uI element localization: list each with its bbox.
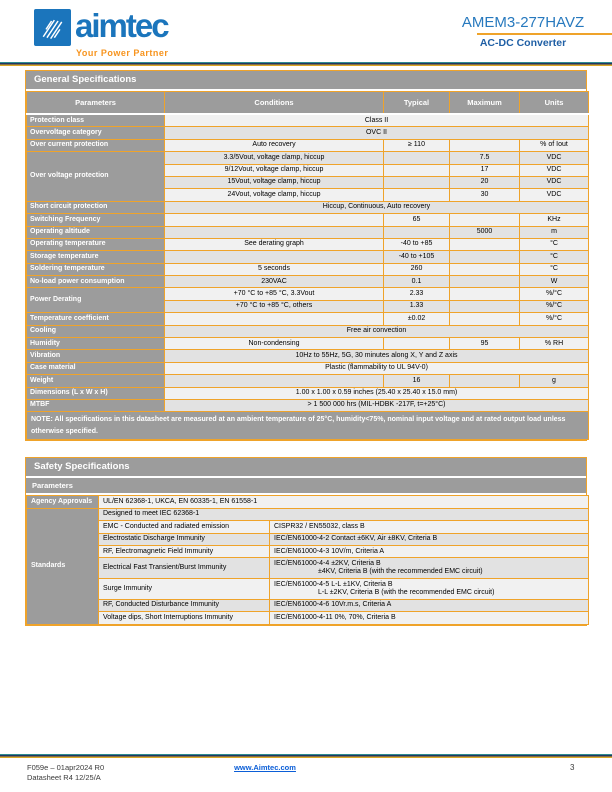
spec-cell	[165, 251, 384, 263]
spec-cell: 1.33	[384, 300, 450, 312]
spec-cell: ≥ 110	[384, 139, 450, 151]
table-spacer	[25, 441, 587, 457]
spec-cell: +70 °C to +85 °C, 3.3Vout	[165, 288, 384, 300]
spec-cell: UL/EN 62368-1, UKCA, EN 60335-1, EN 61558-1	[99, 496, 589, 508]
document-title-block	[442, 14, 612, 49]
table-row	[27, 362, 589, 374]
brand-logo	[34, 9, 168, 58]
spec-cell: IEC/EN61000-4-5 L-L ±1KV, Criteria B L-L ±2KV, Criteria B (with the recommended EMC circuit)	[270, 579, 589, 600]
spec-cell: 95	[450, 338, 520, 350]
table-row	[27, 325, 589, 337]
general-specs-title: General Specifications	[26, 71, 586, 89]
spec-cell: %/°C	[520, 313, 589, 325]
spec-cell: % of Iout	[520, 139, 589, 151]
spec-cell: °C	[520, 263, 589, 275]
table-row	[27, 214, 589, 226]
spec-cell: CISPR32 / EN55032, class B	[270, 521, 589, 533]
spec-cell	[384, 338, 450, 350]
spec-cell: Surge Immunity	[99, 579, 270, 600]
spec-cell: 7.5	[450, 152, 520, 164]
spec-cell	[384, 152, 450, 164]
spec-cell: IEC/EN61000-4-6 10Vr.m.s, Criteria A	[270, 599, 589, 611]
table-row	[27, 288, 589, 300]
brand-tagline: Your Power Partner	[76, 48, 169, 58]
row-label: Vibration	[27, 350, 165, 362]
spec-cell: 5 seconds	[165, 263, 384, 275]
row-label: Protection class	[27, 114, 165, 127]
note-row: NOTE: All specifications in this datasheet are measured at an ambient temperature of 25°C, humidity<75%, nominal input voltage and at rated output load unless otherwise specified.	[27, 412, 589, 440]
spec-cell: 16	[384, 375, 450, 387]
footer-datasheet-rev: Datasheet R4 12/25/A	[27, 773, 101, 783]
spec-cell: IEC/EN61000-4-4 ±2KV, Criteria B ±4KV, Criteria B (with the recommended EMC circuit)	[270, 558, 589, 579]
table-row	[27, 546, 589, 558]
table-row	[27, 508, 589, 520]
spec-cell: 65	[384, 214, 450, 226]
spec-cell: ±0.02	[384, 313, 450, 325]
spec-cell	[450, 263, 520, 275]
website-link[interactable]: www.Aimtec.com	[234, 763, 296, 772]
spec-cell	[165, 214, 384, 226]
spec-cell: RF, Electromagnetic Field Immunity	[99, 546, 270, 558]
spec-cell: 3.3/5Vout, voltage clamp, hiccup	[165, 152, 384, 164]
spec-cell	[450, 238, 520, 250]
spec-cell: g	[520, 375, 589, 387]
table-row	[27, 496, 589, 508]
brand-wordmark: aimtec	[75, 7, 168, 44]
row-label: Operating temperature	[27, 238, 165, 250]
table-row	[27, 139, 589, 151]
spec-cell: EMC - Conducted and radiated emission	[99, 521, 270, 533]
spec-cell	[384, 226, 450, 238]
table-row	[27, 201, 589, 213]
spec-cell: Designed to meet IEC 62368-1	[99, 508, 589, 520]
row-label: Short circuit protection	[27, 201, 165, 213]
spec-cell: W	[520, 276, 589, 288]
table-row	[27, 313, 589, 325]
spec-cell: m	[520, 226, 589, 238]
spec-cell	[165, 226, 384, 238]
spec-cell: Auto recovery	[165, 139, 384, 151]
row-label: Overvoltage category	[27, 127, 165, 139]
table-row	[27, 375, 589, 387]
row-label: Case material	[27, 362, 165, 374]
spec-cell	[450, 300, 520, 312]
footer-rule	[0, 754, 612, 758]
spec-cell: Plastic (flammability to UL 94V-0)	[165, 362, 589, 374]
spec-cell: %/°C	[520, 300, 589, 312]
spec-cell: OVC II	[165, 127, 589, 139]
part-number-underline	[477, 33, 612, 35]
spec-cell: IEC/EN61000-4-2 Contact ±6KV, Air ±8KV, Criteria B	[270, 533, 589, 545]
footer-doc-ref: F059e – 01apr2024 R0	[27, 763, 105, 772]
column-header: Units	[520, 92, 589, 115]
table-row	[27, 599, 589, 611]
spec-cell: Non-condensing	[165, 338, 384, 350]
spec-cell: IEC/EN61000-4-11 0%, 70%, Criteria B	[270, 612, 589, 624]
row-label: No-load power consumption	[27, 276, 165, 288]
spec-cell: VDC	[520, 189, 589, 201]
footer-doc-info	[27, 763, 104, 783]
spec-cell: VDC	[520, 152, 589, 164]
spec-cell: RF, Conducted Disturbance Immunity	[99, 599, 270, 611]
spec-cell	[450, 251, 520, 263]
spec-cell: 15Vout, voltage clamp, hiccup	[165, 176, 384, 188]
spec-cell: 20	[450, 176, 520, 188]
spec-cell: 30	[450, 189, 520, 201]
table-row	[27, 399, 589, 411]
row-label: MTBF	[27, 399, 165, 411]
product-type: AC-DC Converter	[479, 37, 567, 49]
row-label: Over voltage protection	[27, 152, 165, 202]
row-label: Switching Frequency	[27, 214, 165, 226]
table-row	[27, 263, 589, 275]
safety-specs-grid	[26, 495, 589, 624]
spec-cell	[450, 139, 520, 151]
table-row	[27, 387, 589, 399]
table-row	[27, 238, 589, 250]
spec-cell	[384, 189, 450, 201]
table-row	[27, 251, 589, 263]
column-header-row	[27, 92, 589, 115]
table-row	[27, 579, 589, 600]
table-row	[27, 226, 589, 238]
spec-cell: > 1 500 000 hrs (MIL-HDBK -217F, t=+25°C)	[165, 399, 589, 411]
spec-cell: -40 to +85	[384, 238, 450, 250]
spec-cell: Voltage dips, Short Interruptions Immunity	[99, 612, 270, 624]
row-label: Standards	[27, 508, 99, 624]
spec-cell	[450, 214, 520, 226]
row-label: Cooling	[27, 325, 165, 337]
spec-cell	[165, 313, 384, 325]
spec-cell: Class II	[165, 114, 589, 127]
spec-cell: %/°C	[520, 288, 589, 300]
spec-cell	[450, 313, 520, 325]
spec-cell: 0.1	[384, 276, 450, 288]
row-label: Weight	[27, 375, 165, 387]
spec-cell: 1.00 x 1.00 x 0.59 inches (25.40 x 25.40 x 15.0 mm)	[165, 387, 589, 399]
spec-cell: Electrical Fast Transient/Burst Immunity	[99, 558, 270, 579]
page-number: 3	[570, 763, 575, 772]
spec-cell: KHz	[520, 214, 589, 226]
spec-cell: Hiccup, Continuous, Auto recovery	[165, 201, 589, 213]
table-row	[27, 558, 589, 579]
spec-cell: Free air convection	[165, 325, 589, 337]
spec-cell	[450, 276, 520, 288]
safety-specifications-table	[25, 457, 587, 625]
spec-cell	[384, 176, 450, 188]
row-label: Soldering temperature	[27, 263, 165, 275]
row-label: Agency Approvals	[27, 496, 99, 508]
table-row	[27, 114, 589, 127]
spec-cell: % RH	[520, 338, 589, 350]
row-label: Over current protection	[27, 139, 165, 151]
table-row	[27, 276, 589, 288]
column-header: Conditions	[165, 92, 384, 115]
row-label: Dimensions (L x W x H)	[27, 387, 165, 399]
row-label: Humidity	[27, 338, 165, 350]
table-row	[27, 127, 589, 139]
spec-cell: 9/12Vout, voltage clamp, hiccup	[165, 164, 384, 176]
spec-cell	[165, 375, 384, 387]
spec-cell: See derating graph	[165, 238, 384, 250]
spec-cell	[450, 288, 520, 300]
spec-cell: 10Hz to 55Hz, 5G, 30 minutes along X, Y and Z axis	[165, 350, 589, 362]
table-row	[27, 612, 589, 624]
header-rule	[0, 62, 612, 66]
page-content	[25, 70, 587, 626]
spec-cell: 2.33	[384, 288, 450, 300]
spec-cell: +70 °C to +85 °C, others	[165, 300, 384, 312]
table-row	[27, 350, 589, 362]
spec-cell: 5000	[450, 226, 520, 238]
column-header: Parameters	[27, 92, 165, 115]
spec-cell: °C	[520, 251, 589, 263]
row-label: Temperature coefficient	[27, 313, 165, 325]
spec-cell: °C	[520, 238, 589, 250]
row-label: Power Derating	[27, 288, 165, 313]
spec-cell: -40 to +105	[384, 251, 450, 263]
safety-specs-title: Safety Specifications	[26, 458, 586, 476]
spec-cell: 17	[450, 164, 520, 176]
spec-cell: 24Vout, voltage clamp, hiccup	[165, 189, 384, 201]
part-number: AMEM3-277HAVZ	[461, 14, 585, 31]
spec-cell: VDC	[520, 176, 589, 188]
column-header: Typical	[384, 92, 450, 115]
spec-cell: 260	[384, 263, 450, 275]
general-specs-grid	[26, 91, 589, 440]
safety-parameters-subheader: Parameters	[26, 478, 586, 493]
spec-cell: IEC/EN61000-4-3 10V/m, Criteria A	[270, 546, 589, 558]
spec-cell	[384, 164, 450, 176]
table-row	[27, 533, 589, 545]
table-row	[27, 338, 589, 350]
column-header: Maximum	[450, 92, 520, 115]
general-specifications-table	[25, 70, 587, 441]
spec-cell: Electrostatic Discharge Immunity	[99, 533, 270, 545]
spec-cell	[450, 375, 520, 387]
row-label: Operating altitude	[27, 226, 165, 238]
aimtec-logo-icon	[34, 9, 71, 46]
table-row	[27, 152, 589, 164]
spec-cell: VDC	[520, 164, 589, 176]
table-row	[27, 521, 589, 533]
row-label: Storage temperature	[27, 251, 165, 263]
spec-cell: 230VAC	[165, 276, 384, 288]
